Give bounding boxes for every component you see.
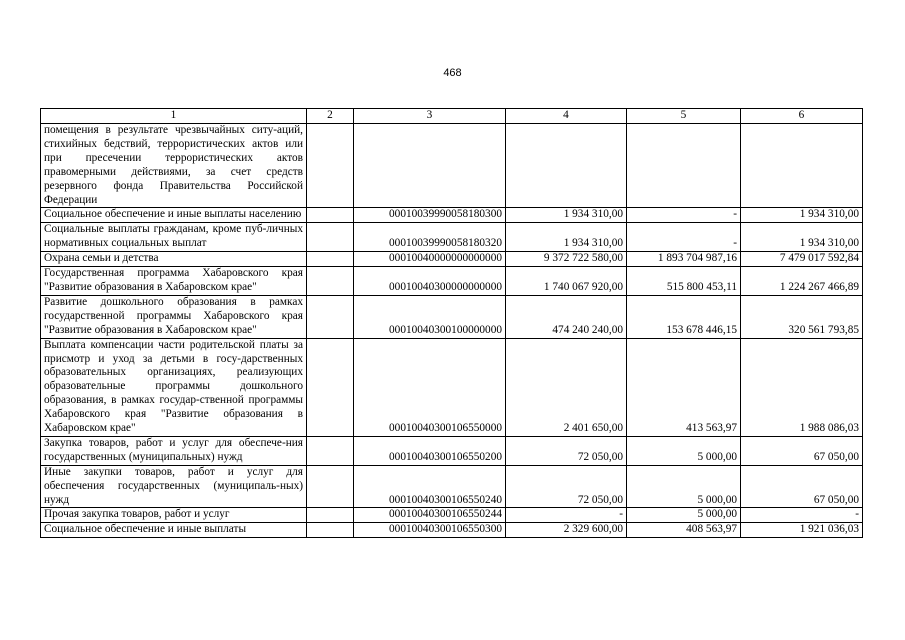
row-col2-cell	[307, 523, 354, 538]
row-name-cell: Социальные выплаты гражданам, кроме пуб-личных нормативных социальных выплат	[41, 223, 307, 252]
row-remaining-cell: 67 050,00	[741, 436, 863, 465]
row-executed-cell: -	[627, 208, 741, 223]
row-plan-cell: 2 329 600,00	[506, 523, 627, 538]
row-name-cell: Прочая закупка товаров, работ и услуг	[41, 508, 307, 523]
row-col2-cell	[307, 295, 354, 338]
column-header: 5	[627, 109, 741, 124]
row-col2-cell	[307, 508, 354, 523]
row-code-cell: 00010039990058180300	[354, 208, 506, 223]
table-row	[41, 295, 863, 338]
row-executed-cell: 5 000,00	[627, 465, 741, 508]
row-remaining-cell: 1 934 310,00	[741, 223, 863, 252]
header-row	[41, 109, 863, 124]
row-plan-cell: 474 240 240,00	[506, 295, 627, 338]
row-code-cell: 00010040300106550244	[354, 508, 506, 523]
row-plan-cell: 1 934 310,00	[506, 223, 627, 252]
row-name-cell: Социальное обеспечение и иные выплаты населению	[41, 208, 307, 223]
row-name-cell: Выплата компенсации части родительской платы за присмотр и уход за детьми в госу-дарственных образовательных организациях, реализующих образовательные программы дошкольного образования, в рамках государ-ственной программы Хабаровского края "Развитие образования в Хабаровском крае"	[41, 338, 307, 436]
row-col2-cell	[307, 124, 354, 208]
row-remaining-cell: 1 921 036,03	[741, 523, 863, 538]
row-code-cell	[354, 124, 506, 208]
table-row	[41, 338, 863, 436]
row-col2-cell	[307, 252, 354, 267]
row-remaining-cell: 1 988 086,03	[741, 338, 863, 436]
row-plan-cell: -	[506, 508, 627, 523]
column-header: 1	[41, 109, 307, 124]
table-row	[41, 252, 863, 267]
row-name-cell: Иные закупки товаров, работ и услуг для обеспечения государственных (муниципаль-ных) нужд	[41, 465, 307, 508]
row-remaining-cell: 67 050,00	[741, 465, 863, 508]
column-header: 6	[741, 109, 863, 124]
row-executed-cell: 413 563,97	[627, 338, 741, 436]
row-remaining-cell: 7 479 017 592,84	[741, 252, 863, 267]
row-code-cell: 00010040300100000000	[354, 295, 506, 338]
column-header: 4	[506, 109, 627, 124]
table-row	[41, 124, 863, 208]
column-header: 3	[354, 109, 506, 124]
column-header: 2	[307, 109, 354, 124]
row-executed-cell: 5 000,00	[627, 436, 741, 465]
row-remaining-cell: 1 224 267 466,89	[741, 267, 863, 296]
row-col2-cell	[307, 267, 354, 296]
row-code-cell: 00010040300106550300	[354, 523, 506, 538]
row-name-cell: Закупка товаров, работ и услуг для обеспече-ния государственных (муниципальных) нужд	[41, 436, 307, 465]
row-plan-cell: 1 934 310,00	[506, 208, 627, 223]
row-plan-cell: 72 050,00	[506, 436, 627, 465]
table-row	[41, 208, 863, 223]
row-col2-cell	[307, 465, 354, 508]
page-number: 468	[443, 67, 462, 79]
row-col2-cell	[307, 436, 354, 465]
row-code-cell: 00010040300106550000	[354, 338, 506, 436]
row-executed-cell: 515 800 453,11	[627, 267, 741, 296]
row-name-cell: помещения в результате чрезвычайных ситу-аций, стихийных бедствий, террористических актов или при пресечении террористических актов правомерными действиями, за счет средств резервного фонда Правительства Российской Федерации	[41, 124, 307, 208]
table-row	[41, 508, 863, 523]
row-executed-cell: 408 563,97	[627, 523, 741, 538]
row-name-cell: Развитие дошкольного образования в рамках государственной программы Хабаровского края "Развитие образования в Хабаровском крае"	[41, 295, 307, 338]
row-plan-cell: 72 050,00	[506, 465, 627, 508]
table-row	[41, 436, 863, 465]
table-row	[41, 465, 863, 508]
row-name-cell: Охрана семьи и детства	[41, 252, 307, 267]
table-row	[41, 523, 863, 538]
row-col2-cell	[307, 208, 354, 223]
row-plan-cell	[506, 124, 627, 208]
row-plan-cell: 2 401 650,00	[506, 338, 627, 436]
row-col2-cell	[307, 338, 354, 436]
budget-table	[40, 108, 863, 538]
row-code-cell: 00010040300106550200	[354, 436, 506, 465]
row-executed-cell	[627, 124, 741, 208]
row-remaining-cell: 1 934 310,00	[741, 208, 863, 223]
row-code-cell: 00010039990058180320	[354, 223, 506, 252]
row-plan-cell: 1 740 067 920,00	[506, 267, 627, 296]
row-remaining-cell	[741, 124, 863, 208]
row-remaining-cell: 320 561 793,85	[741, 295, 863, 338]
row-name-cell: Социальное обеспечение и иные выплаты	[41, 523, 307, 538]
row-code-cell: 00010040000000000000	[354, 252, 506, 267]
row-code-cell: 00010040300106550240	[354, 465, 506, 508]
row-code-cell: 00010040300000000000	[354, 267, 506, 296]
row-remaining-cell: -	[741, 508, 863, 523]
row-executed-cell: -	[627, 223, 741, 252]
table-row	[41, 267, 863, 296]
row-col2-cell	[307, 223, 354, 252]
row-executed-cell: 5 000,00	[627, 508, 741, 523]
row-plan-cell: 9 372 722 580,00	[506, 252, 627, 267]
row-executed-cell: 153 678 446,15	[627, 295, 741, 338]
row-name-cell: Государственная программа Хабаровского края "Развитие образования в Хабаровском крае"	[41, 267, 307, 296]
row-executed-cell: 1 893 704 987,16	[627, 252, 741, 267]
table-row	[41, 223, 863, 252]
